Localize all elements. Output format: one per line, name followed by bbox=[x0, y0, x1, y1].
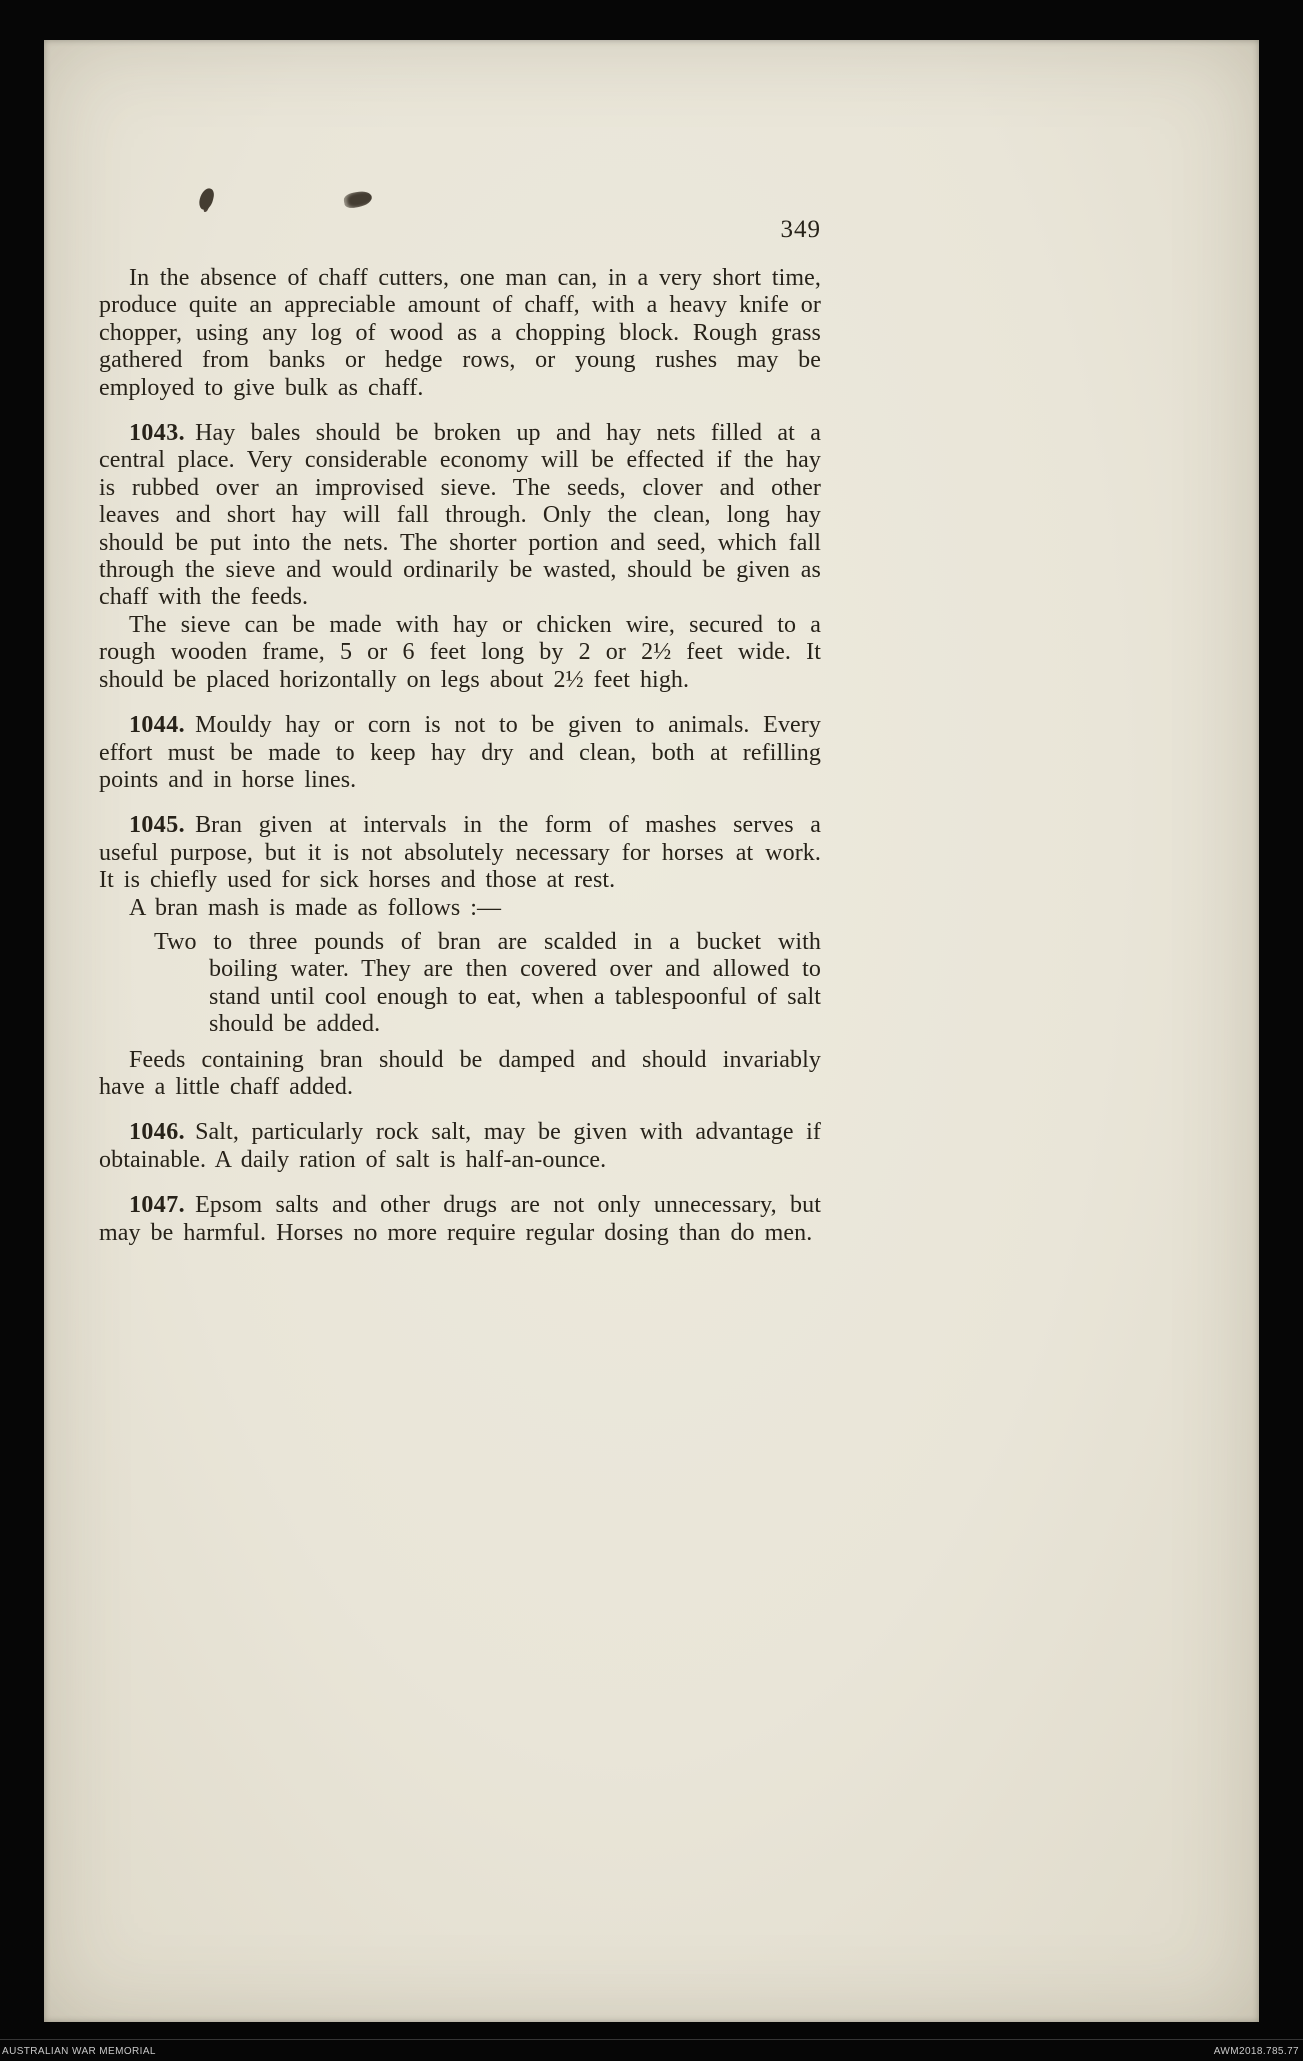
paragraph-text: A bran mash is made as follows :— bbox=[129, 894, 502, 921]
paragraph-text: The sieve can be made with hay or chicken wire, secured to a rough wooden frame, 5 or 6 feet long by 2 or 2½ feet wide. It should be placed horizontally on legs about 2½ feet high. bbox=[99, 611, 821, 693]
scan-edge-line bbox=[0, 2039, 1303, 2040]
paragraph-text: Salt, particularly rock salt, may be given with advantage if obtainable. A daily ration of salt is half-an-ounce. bbox=[99, 1119, 821, 1173]
paragraph-text: In the absence of chaff cutters, one man can, in a very short time, produce quite an appreciable amount of chaff, with a heavy knife or chopper, using any log of wood as a chopping block. Rough grass gathered from banks or hedge rows, or young rushes may be employed to give bulk as chaff. bbox=[99, 265, 821, 401]
paragraph-1045 bbox=[99, 812, 821, 894]
paragraph-text: Two to three pounds of bran are scalded in a bucket with boiling water. They are then covered over and allowed to stand until cool enough to eat, when a tablespoonful of salt should be added. bbox=[154, 928, 821, 1038]
paragraph-number: 1046. bbox=[129, 1119, 185, 1146]
paragraph-number: 1047. bbox=[129, 1192, 185, 1219]
paragraph-text: Feeds containing bran should be damped and should invariably have a little chaff added. bbox=[99, 1046, 821, 1100]
text-column bbox=[99, 40, 821, 1247]
paragraph-feeds bbox=[99, 1047, 821, 1102]
page-number: 349 bbox=[780, 216, 821, 243]
paragraph-1043 bbox=[99, 420, 821, 612]
body-paragraph-intro bbox=[99, 265, 821, 402]
paragraph-bran-mash-recipe bbox=[154, 928, 821, 1039]
paragraph-number: 1045. bbox=[129, 812, 185, 839]
paragraph-bran-mash-lead bbox=[99, 895, 821, 922]
paragraph-sieve bbox=[99, 612, 821, 694]
archive-source-label: AUSTRALIAN WAR MEMORIAL bbox=[2, 2046, 156, 2057]
paragraph-number: 1043. bbox=[129, 420, 185, 447]
paragraph-1047 bbox=[99, 1192, 821, 1247]
paragraph-text: Hay bales should be broken up and hay nets filled at a central place. Very considerable economy will be effected if the hay is rubbed over an improvised sieve. The seeds, clover and other leaves and short hay will fall through. Only the clean, long hay should be put into the nets. The shorter portion and seed, which fall through the sieve and would ordinarily be wasted, should be given as chaff with the feeds. bbox=[99, 420, 821, 611]
paragraph-1046 bbox=[99, 1119, 821, 1174]
paragraph-1044 bbox=[99, 712, 821, 794]
book-page bbox=[44, 40, 1259, 2022]
paragraph-text: Mouldy hay or corn is not to be given to animals. Every effort must be made to keep hay dry and clean, both at refilling points and in horse lines. bbox=[99, 712, 821, 793]
paragraph-number: 1044. bbox=[129, 712, 185, 739]
paragraph-text: Bran given at intervals in the form of mashes serves a useful purpose, but it is not absolutely necessary for horses at work. It is chiefly used for sick horses and those at rest. bbox=[99, 812, 821, 894]
paragraph-text: Epsom salts and other drugs are not only unnecessary, but may be harmful. Horses no more require regular dosing than do men. bbox=[99, 1192, 821, 1246]
archive-accession-number: AWM2018.785.77 bbox=[1213, 2046, 1299, 2057]
